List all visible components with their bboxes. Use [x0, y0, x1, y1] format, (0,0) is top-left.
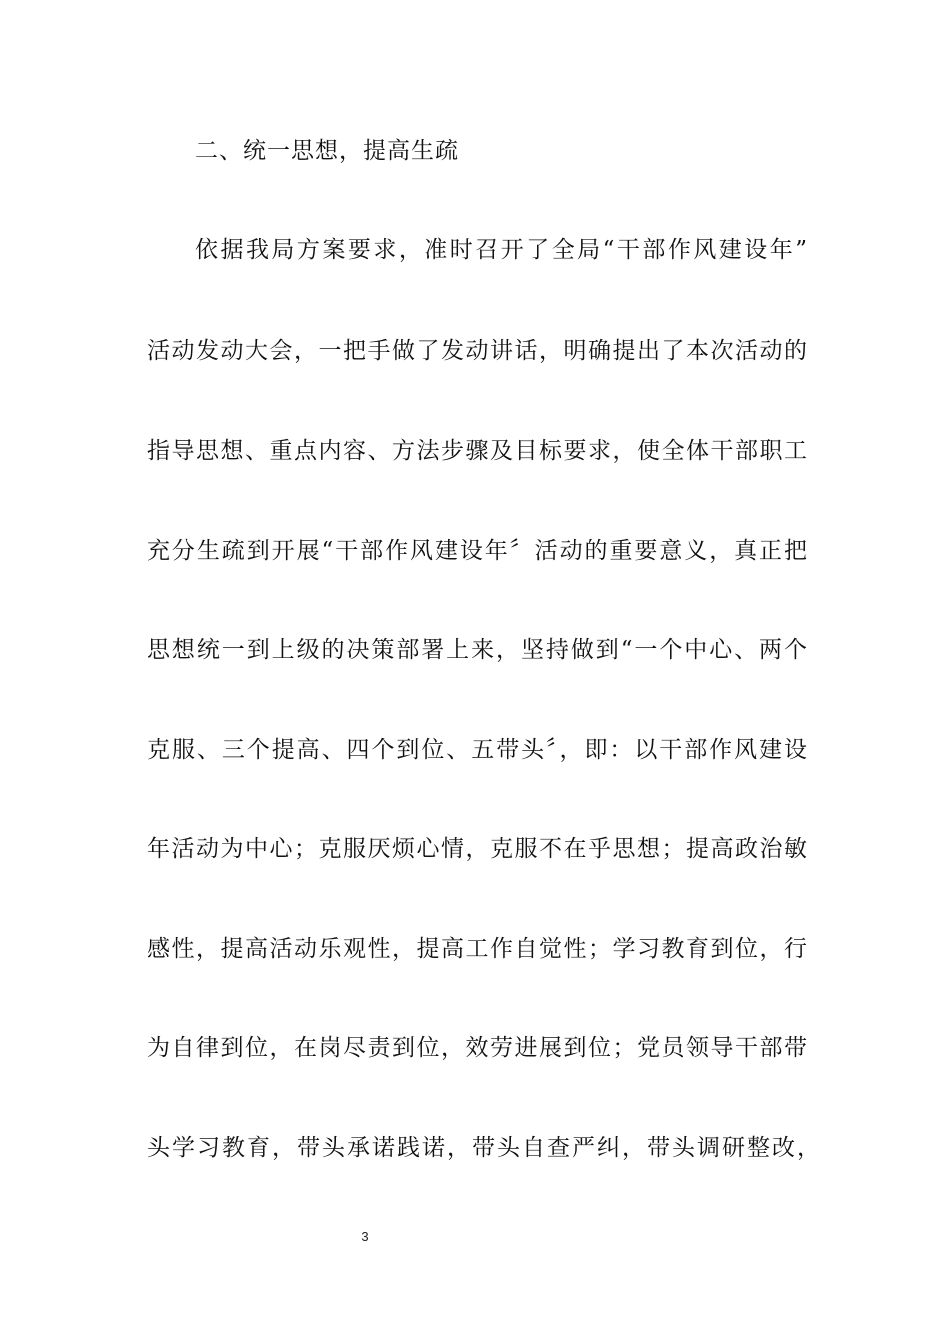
paragraph-line: 依据我局方案要求，准时召开了全局“干部作风建设年” [195, 237, 807, 263]
paragraph-line: 为自律到位，在岗尽责到位，效劳进展到位；党员领导干部带 [147, 1035, 807, 1061]
paragraph-line: 指导思想、重点内容、方法步骤及目标要求，使全体干部职工 [147, 438, 807, 464]
paragraph-line: 充分生疏到开展“干部作风建设年〞活动的重要意义，真正把 [147, 538, 807, 564]
paragraph-line: 头学习教育，带头承诺践诺，带头自查严纠，带头调研整改， [147, 1135, 822, 1161]
page-number: 3 [361, 1229, 369, 1244]
paragraph-line: 感性，提高活动乐观性，提高工作自觉性；学习教育到位，行 [147, 936, 807, 962]
section-heading: 二、统一思想，提高生疏 [195, 138, 459, 164]
paragraph-line: 活动发动大会，一把手做了发动讲话，明确提出了本次活动的 [147, 338, 807, 364]
paragraph-line: 年活动为中心；克服厌烦心情，克服不在乎思想；提高政治敏 [147, 836, 807, 862]
paragraph-line: 思想统一到上级的决策部署上来，坚持做到“一个中心、两个 [147, 637, 807, 663]
paragraph-line: 克服、三个提高、四个到位、五带头〞，即：以干部作风建设 [147, 737, 807, 763]
